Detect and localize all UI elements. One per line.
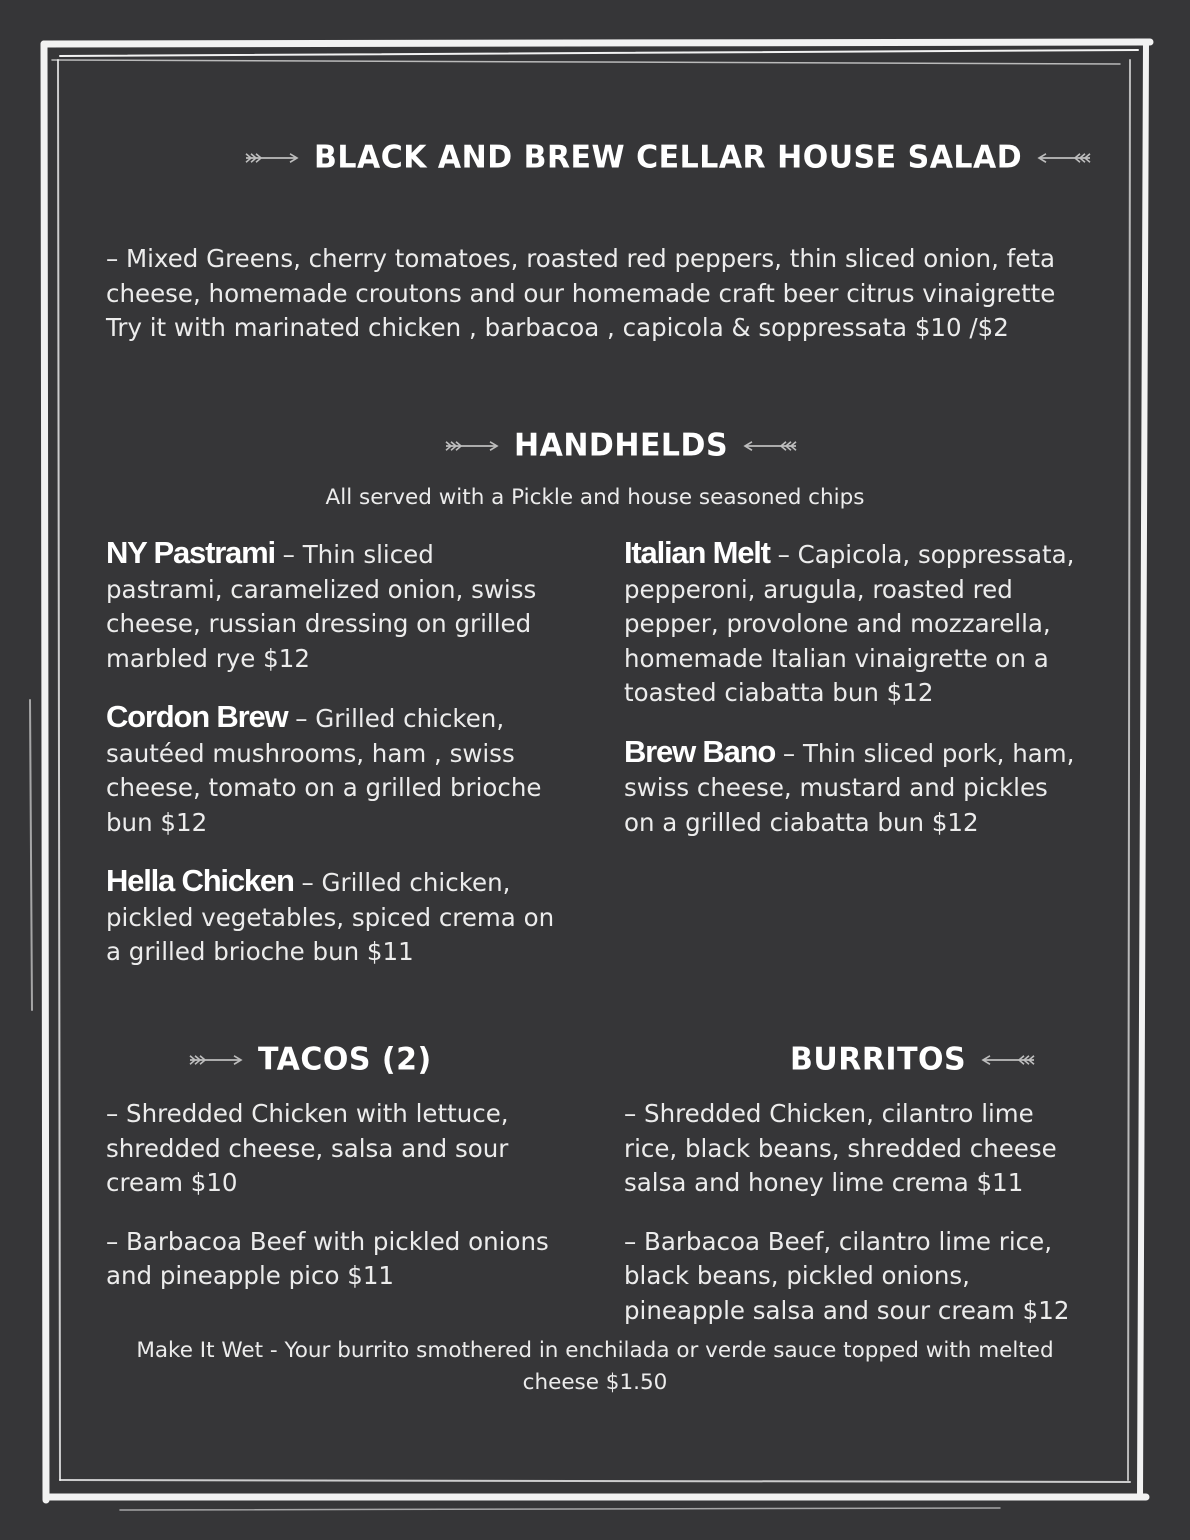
item-description: – Thin sliced pastrami, caramelized onion, swiss cheese, russian dressing on grilled marbled rye $12 [106,540,537,673]
item-description: – Grilled chicken, sautéed mushrooms, ham , swiss cheese, tomato on a grilled brioche bun $12 [106,704,542,837]
tacos-heading-text: TACOS (2) [258,1041,432,1078]
item-name: Hella Chicken [106,863,294,898]
tacos-column [106,1097,558,1318]
tacos-heading [188,1041,432,1078]
item-description: – Thin sliced pork, ham, swiss cheese, mustard and pickles on a grilled ciabatta bun $12 [624,738,1075,837]
menu-item [106,700,558,840]
arrow-right-icon [244,150,300,165]
item-name: Italian Melt [624,535,770,570]
menu-item [624,536,1076,711]
burrito-note: Make It Wet - Your burrito smothered in enchilada or verde sauce topped with melted cheese $1.50 [136,1338,1054,1395]
arrow-left-icon [742,438,798,453]
menu-item [106,864,558,970]
item-description: – Grilled chicken, pickled vegetables, spiced crema on a grilled brioche bun $11 [106,868,555,966]
burrito-item: – Barbacoa Beef, cilantro lime rice, black beans, pickled onions, pineapple salsa and sour cream $12 [624,1226,1070,1325]
menu-item [106,536,558,676]
menu-item [624,735,1076,841]
burritos-heading-text: BURRITOS [790,1041,967,1078]
item-name: Cordon Brew [106,699,288,734]
item-name: NY Pastrami [106,535,275,570]
handhelds-right-column [624,536,1076,864]
item-description: – Capicola, soppressata, pepperoni, arugula, roasted red pepper, provolone and mozzarella, homemade Italian vinaigrette on a toasted ciabatta bun $12 [624,540,1075,707]
arrow-right-icon [188,1052,244,1067]
taco-item: – Shredded Chicken with lettuce, shredded cheese, salsa and sour cream $10 [106,1099,509,1197]
handhelds-left-column [106,536,558,994]
burritos-heading [790,1041,1036,1078]
salad-line: – Mixed Greens, cherry tomatoes, roasted red peppers, thin sliced onion, feta [106,244,1055,273]
taco-item: – Barbacoa Beef with pickled onions and pineapple pico $11 [106,1226,549,1290]
salad-heading [244,139,1092,176]
arrow-right-icon [444,438,500,453]
salad-heading-text: BLACK AND BREW CELLAR HOUSE SALAD [314,139,1023,176]
salad-line: cheese, homemade croutons and our homemade craft beer citrus vinaigrette [106,278,1056,308]
handhelds-subtitle: All served with a Pickle and house seasoned chips [325,485,865,510]
salad-description [106,242,1106,346]
arrow-left-icon [1036,150,1092,165]
handhelds-heading [444,427,798,464]
burrito-item: – Shredded Chicken, cilantro lime rice, black beans, shredded cheese salsa and honey lime crema $11 [624,1099,1057,1197]
item-name: Brew Bano [624,733,776,769]
salad-line: Try it with marinated chicken , barbacoa , capicola & soppressata $10 /$2 [106,313,1009,342]
burritos-column [624,1097,1076,1352]
handhelds-heading-text: HANDHELDS [514,427,729,464]
arrow-left-icon [980,1052,1036,1067]
